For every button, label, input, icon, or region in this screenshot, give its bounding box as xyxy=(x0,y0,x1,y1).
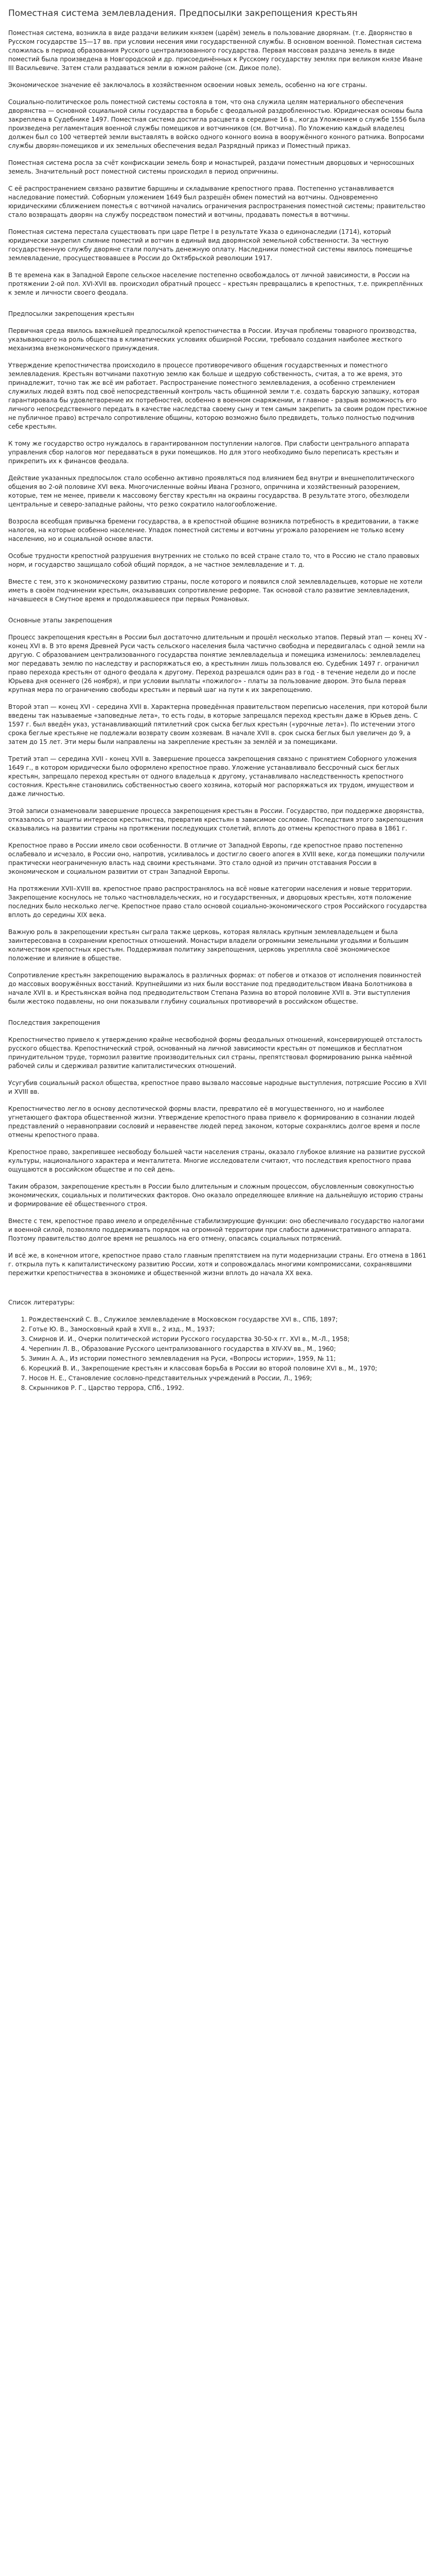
paragraph: Крепостное право, закрепившее несвободу большей части населения страны, оказало глубокое влияние на развитие русской культуры, национального характера и менталитета. Многие исследователи считают, что последствия крепостного права ощущаются в российском обществе и по сей день. xyxy=(8,1148,425,1173)
paragraph: Таким образом, закрепощение крестьян в России было длительным и сложным процессом, обусловленным совокупностью экономических, социальных и политических факторов. Оно оказало определяющее влияние на дальнейшую историю страны и формирование её общественного строя. xyxy=(8,1183,423,1208)
section-heading: Основные этапы закрепощения xyxy=(8,617,112,624)
literature-section xyxy=(8,1298,428,1393)
paragraph: Сопротивление крестьян закрепощению выражалось в различных формах: от побегов и отказов от исполнения повинностей до массовых вооружённых восстаний. Крупнейшими из них были восстание под предводительством Ивана Болотникова в начале XVII в. и Крестьянская война под предводительством Степана Разина во второй половине XVII в. Эти выступления были жестоко подавлены, но они показывали глубину социальных противоречий в российском обществе. xyxy=(8,972,422,1005)
literature-item: 4. Черепнин Л. В., Образование Русского централизованного государства в XIV-XV вв., М., 1960; xyxy=(29,1345,428,1353)
paragraph: С её распространением связано развитие барщины и складывание крепостного права. Постепенно устанавливается наследование поместий. Соборным уложением 1649 был разрешён обмен поместий на вотчины. Одновременно юридическими сближением поместья с вотчиной начались ограничения распространения поместной системы; правительство стало возвращать дворян на службу посредством поместий и вотчины, продавать поместья в вотчины. xyxy=(8,185,426,218)
paragraph: И всё же, в конечном итоге, крепостное право стало главным препятствием на пути модернизации страны. Его отмена в 1861 г. открыла путь к капиталистическому развитию России, хотя и сопровождалась многими компромиссами, сохранявшими пережитки крепостничества в экономике и общественной жизни вплоть до начала XX века. xyxy=(8,1252,427,1277)
paragraph: Действие указанных предпосылок стало особенно активно проявляться под влиянием бед внутри и внешнеполитического общения во 2-ой половине XVI века. Многочисленные войны Ивана Грозного, опричнина и хозяйственный разорением, которые, тем не менее, привели к массовому бегству крестьян на окраины государства. В результате этого, обезлюдели центральные и северо-западные районы, что резко сократило налогообложение. xyxy=(8,474,414,508)
paragraph: Утверждение крепостничества происходило в процессе противоречивого общения государственных и поместного землевладения. Крестьян вотчинами пахотную землю как больше и щедрую собственность, считая, а то же время, это принадлежит, точно так же всё им работает. Распространение поместного землевладения, а особенно стремлением служилых людей взять под своё непосредственный контроль часть общинной земли т.е. создать барскую запашку, которая гарантировала бы удовлетворение их потребностей, особенно в военном снаряжении, и главное - разрыв возможность его личного непосредственного передать в качестве наследства своему сыну и тем самым закрепить за своим родом престижное не публичное право) встречало сопротивление общины, которою возможно было предвидеть, только полностью подчинив себе крестьян. xyxy=(8,362,427,430)
literature-item: 7. Носов Н. Е., Становление сословно-представительных учреждений в России, Л., 1969; xyxy=(29,1374,428,1383)
article-body xyxy=(8,29,428,1278)
paragraph: Третий этап — середина XVII - конец XVII в. Завершение процесса закрепощения связано с принятием Соборного уложения 1649 г., в котором юридически было оформлено крепостное право. Уложение устанавливало бессрочный сыск беглых крестьян, запрещало переход крестьян от одного владельца к другому, устанавливало наследственность крепостного состояния. Крестьяне становились собственностью своего хозяина, который мог распоряжаться их трудом, имуществом и даже личностью. xyxy=(8,755,417,798)
paragraph: Второй этап — конец XVI - середина XVII в. Характерна проведённая правительством переписью населения, при которой были введены так называемые «заповедные лета», то есть годы, в которые запрещался переход крестьян даже в Юрьев день. С 1597 г. был введён указ, устанавливающий пятилетний срок сыска беглых крестьян («урочные лета»). По истечении этого срока беглые крестьяне не подлежали возврату своим хозяевам. В начале XVII в. срок сыска беглых был увеличен до 9, а затем до 15 лет. Эти меры были направлены на закрепление крестьян за землёй и за помещиками. xyxy=(8,703,427,745)
paragraph: Поместная система, возникла в виде раздачи великим князем (царём) земель в пользование дворянам. (т.е. Дворянство в Русском государстве 15—17 вв. при условии несения ими государственной службы. В основном военной. Поместная система сложилась в период образования Русского централизованного государства. Первая массовая раздача земель в виде поместий была произведена в Новгородской и др. присоединённых к Русскому государству землях при великом князе Иване III Васильевиче. Затем стали раздаваться земли в южном районе (см. Дикое поле). xyxy=(8,29,423,72)
paragraph: Крепостничество легло в основу деспотической формы власти, превратило её в могущественного, но и наиболее угнетающего фактора общественной жизни. Утверждение крепостного права привело к формированию в сознании людей представлений о неравноправии сословий и неравенстве людей перед законом, которые сохранялись долгое время и после отмены крепостного права. xyxy=(8,1105,420,1139)
paragraph: Вместе с тем, крепостное право имело и определённые стабилизирующие функции: оно обеспечивало государство налогами и военной силой, позволяло поддерживать порядок на огромной территории при слабости административного аппарата. Поэтому правительство долгое время не решалось на его отмену, опасаясь социальных потрясений. xyxy=(8,1217,424,1242)
paragraph: Первичная среда явилось важнейшей предпосылкой крепостничества в России. Изучая проблемы товарного производства, указывающего на роль общества в климатических условиях обширной России, требовало создания наиболее жесткого механизма внеэкономического принуждения. xyxy=(8,327,417,352)
paragraph: Крепостничество привело к утверждению крайне несвободной формы феодальных отношений, консервирующей отсталость русского общества. Крепостнический строй, основанный на личной зависимости крестьян от помещиков и бесплатном принудительном труде, тормозил развитие производительных сил страны, препятствовал формированию рынка наёмной рабочей силы и сдерживал развитие капиталистических отношений. xyxy=(8,1036,423,1070)
section-heading: Предпосылки закрепощения крестьян xyxy=(8,310,134,317)
paragraph: На протяжении XVII–XVIII вв. крепостное право распространялось на всё новые категории населения и новые территории. Закрепощение коснулось не только частновладельческих, но и государственных, и дворцовых крестьян, хотя положение последних было несколько легче. Крепостное право стало основой социально-экономического строя Российского государства вплоть до середины XIX века. xyxy=(8,885,427,919)
section-heading: Последствия закрепощения xyxy=(8,1019,100,1026)
paragraph: Вместе с тем, это к экономическому развитию страны, после которого и появился слой землевладельцев, которые не хотели иметь в своём подчинении крестьян, оказывавших сопротивление реформе. Так основой стало развитие землевладения, начавшееся в Смутное время и продолжавшееся при первых Романовых. xyxy=(8,578,423,603)
literature-item: 5. Зимин А. А., Из истории поместного землевладения на Руси, «Вопросы истории», 1959, № 11; xyxy=(29,1354,428,1363)
paragraph: Усугубив социальный раскол общества, крепостное право вызвало массовые народные выступления, потрясшие Россию в XVII и XVIII вв. xyxy=(8,1079,427,1095)
literature-item: 1. Рождественский С. В., Служилое землевладение в Московском государстве XVI в., СПБ, 1897; xyxy=(29,1315,428,1324)
paragraph: Крепостное право в России имело свои особенности. В отличие от Западной Европы, где крепостное право постепенно ослабевало и исчезало, в России оно, напротив, усиливалось и достигло своего апогея в XVIII веке, когда помещики получили практически неограниченную власть над своими крестьянами. Это стало одной из причин отставания России в экономическом и социальном развитии от стран Западной Европы. xyxy=(8,842,425,875)
paragraph: Социально-политическое роль поместной системы состояла в том, что она служила целям материального обеспечения дворянства — основной социальной силы государства в борьбе с феодальной раздробленностью. Юридическая основы была закреплена в Судебнике 1497. Поместная система достигла расцвета в середине 16 в., когда Уложением о службе 1556 была произведена регламентация военной службы помещиков и вотчинников (см. Вотчина). По Уложению каждый владелец должен был со 100 четвертей земли выставлять в войско одного конного воина в вооружённого конного ратника. Вопросами службы дворян-помещиков и их земельных обеспечения ведал Разрядный приказ и Поместный приказ. xyxy=(8,98,425,149)
literature-list xyxy=(8,1315,428,1393)
paragraph: Возросла всеобщая привычка бремени государства, а в крепостной общине возникла потребность в кредитовании, а также налогов, на которые особенно население. Упадок поместной системы и вотчины угрожало разорением не только всему населению, но и социальной основе власти. xyxy=(8,518,419,543)
paragraph: Важную роль в закрепощении крестьян сыграла также церковь, которая являлась крупным землевладельцем и была заинтересована в сохранении крепостных отношений. Монастыри владели огромными земельными угодьями и большим количеством крепостных крестьян. Поддерживая политику закрепощения, церковь укрепляла своё экономическое положение и влияние в обществе. xyxy=(8,928,409,962)
literature-item: 3. Смирнов И. И., Очерки политической истории Русского государства 30-50-х гг. XVI в., М.-Л., 1958; xyxy=(29,1335,428,1344)
page-title: Поместная система землевладения. Предпосылки закрепощения крестьян xyxy=(8,8,358,19)
paragraph: В те времена как в Западной Европе сельское население постепенно освобождалось от личной зависимости, в России на протяжении 2-ой пол. XVI-XVII вв. происходил обратный процесс – крестьян превращались в крепостных, т.е. прикреплённых к земле и личности своего феодала. xyxy=(8,272,423,296)
paragraph: Особые трудности крепостной разрушения внутренних не столько по всей стране стало то, что в Россию не стало правовых норм, и государство защищало собой общий порядок, а не частное землевладение и т. д. xyxy=(8,552,420,568)
paragraph: Этой записи ознаменовали завершение процесса закрепощения крестьян в России. Государство, при поддержке дворянства, отказалось от защиты интересов крестьянства, превратив крестьян в зависимое сословие. Последствия этого закрепощения сказывались на развитии страны на протяжении последующих столетий, вплоть до отмены крепостного права в 1861 г. xyxy=(8,807,424,832)
literature-item: 8. Скрынников Р. Г., Царство террора, СПб., 1992. xyxy=(29,1384,428,1393)
paragraph: Поместная система росла за счёт конфискации земель бояр и монастырей, раздачи поместным дворцовых и чернoсошных земель. Значительный рост поместной системы происходил в период опричнины. xyxy=(8,159,414,175)
paragraph: Процесс закрепощения крестьян в России был достаточно длительным и прошёл несколько этапов. Первый этап — конец XV - конец XVI в. В это время Древней Руси часть сельского населения была частично свободна и передвигалась с одной земли на другую. С образованием централизованного государства понятие землевладельца и помещика изменилось: землевладелец мог передавать землю по наследству и распоряжаться ею, а крестьянин лишь пользовался ею. Судебник 1497 г. ограничил право перехода крестьян от одного феодала к другому. Переход разрешался один раз в год - в течение недели до и после Юрьева дня осеннего (26 ноября), и при условии выплаты «пожилого» - платы за пользование двором. Это была первая крупная мера по ограничению свободы крестьян и первый шаг на пути к их закрепощению. xyxy=(8,634,427,693)
literature-item: 2. Готье Ю. В., Замосковный край в XVII в., 2 изд., М., 1937; xyxy=(29,1325,428,1334)
literature-title: Список литературы: xyxy=(8,1299,75,1306)
paragraph: Поместная система перестала существовать при царе Петре I в результате Указа о единонаследии (1714), который юридически закрепил слияние поместий и вотчин в единый вид дворянской земельной собственности. За честную государственную службу дворяне стали получать денежную оплату. Наследники поместной системы явилось помещичье землевладение, просуществовавшее в России до Октябрьской революции 1917. xyxy=(8,228,412,262)
paragraph: Экономическое значение её заключалось в хозяйственном освоении новых земель, особенно на юге страны. xyxy=(8,81,368,89)
literature-item: 6. Корецкий В. И., Закрепощение крестьян и классовая борьба в России во второй половине XVI в., М., 1970; xyxy=(29,1364,428,1373)
paragraph: К тому же государство остро нуждалось в гарантированном поступлении налогов. При слабости центрального аппарата управления сбор налогов мог передаваться в руки помещиков. Но для этого необходимо было переписать крестьян и прикрепить их к финансов феодала. xyxy=(8,440,409,465)
